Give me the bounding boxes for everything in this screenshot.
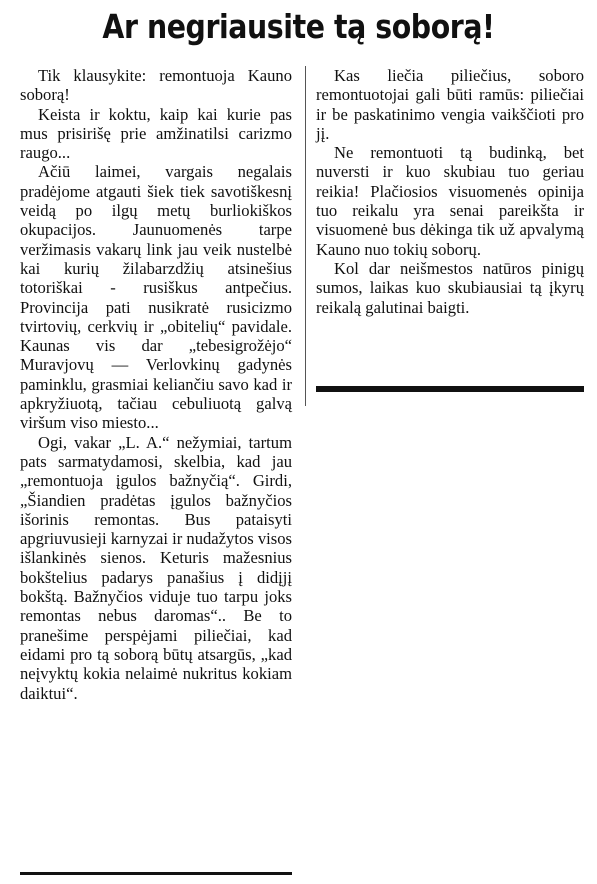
left-column [20, 66, 292, 703]
paragraph: Kol dar neišmestos natūros pinigų sumos, laikas kuo skubiausiai tą įkyrų reikalą galutinai baigti. [316, 258, 584, 317]
paragraph: Tik klausykite: remontuoja Kauno soborą! [20, 66, 292, 105]
column-divider [305, 66, 306, 406]
paragraph: Ogi, vakar „L. A.“ nežymiai, tartum pats sarmatydamosi, skelbia, kad jau „remontuoja įgulos bažnyčią“. Girdi, „Šiandien pradėtas įgulos bažnyčios išorinis remontas. Bus pataisyti apgriuvusieji karnyzai ir nudažytos visos išlankinės sienos. Keturis mažesnius bokštelius padarys panašius į didįjį bokštą. Bažnyčios viduje tuo tarpu joks remontas nebus daromas“.. Be to pranešime perspėjami piliečiai, kad eidami pro tą soborą būtų atsargūs, „kad neįvyktų kokia nelaimė nukritus kokiam daiktui“. [20, 432, 292, 703]
paragraph: Ačiū laimei, vargais negalais pradėjome atgauti šiek tiek savotiškesnį veidą po ilgų metų burliokiškos okupacijos. Jaunuomenės tarpe veržimasis vakarų link jau veik nustelbė kai kurių žilabarzdžių atsinešius totoriškai - rusiškus antpečius. Provincija pati nusikratė rusicizmo tvirtovių, cerkvių ir „obitelių“ pavidale. Kaunas vis dar „tebesigrožėjo“ Muravjovų — Verlovkinų gadynės paminklu, grasmiai keliančiu savo kad ir apkryžiuotą, tačiau cebuliuotą galvą viršum viso miesto... [20, 162, 292, 433]
article-headline: Ar negriausite tą soborą! [102, 7, 495, 46]
paragraph: Kas liečia piliečius, soboro remontuotojai gali būti ramūs: piliečiai ir be paskatinimo vengia vaikščioti pro jį. [316, 66, 584, 143]
paragraph: Ne remontuoti tą budinką, bet nuversti ir kuo skubiau tuo geriau reikia! Plačiosios visuomenės opinija tuo reikalu yra senai pareikšta ir visuomenė bus dėkinga tik už apvalymą Kauno nuo tokių soborų. [316, 143, 584, 259]
article-end-rule [316, 386, 584, 392]
column-end-rule [20, 872, 292, 875]
paragraph: Keista ir koktu, kaip kai kurie pas mus prisirišę prie amžinatilsi carizmo raugo... [20, 104, 292, 163]
right-column [316, 66, 584, 317]
